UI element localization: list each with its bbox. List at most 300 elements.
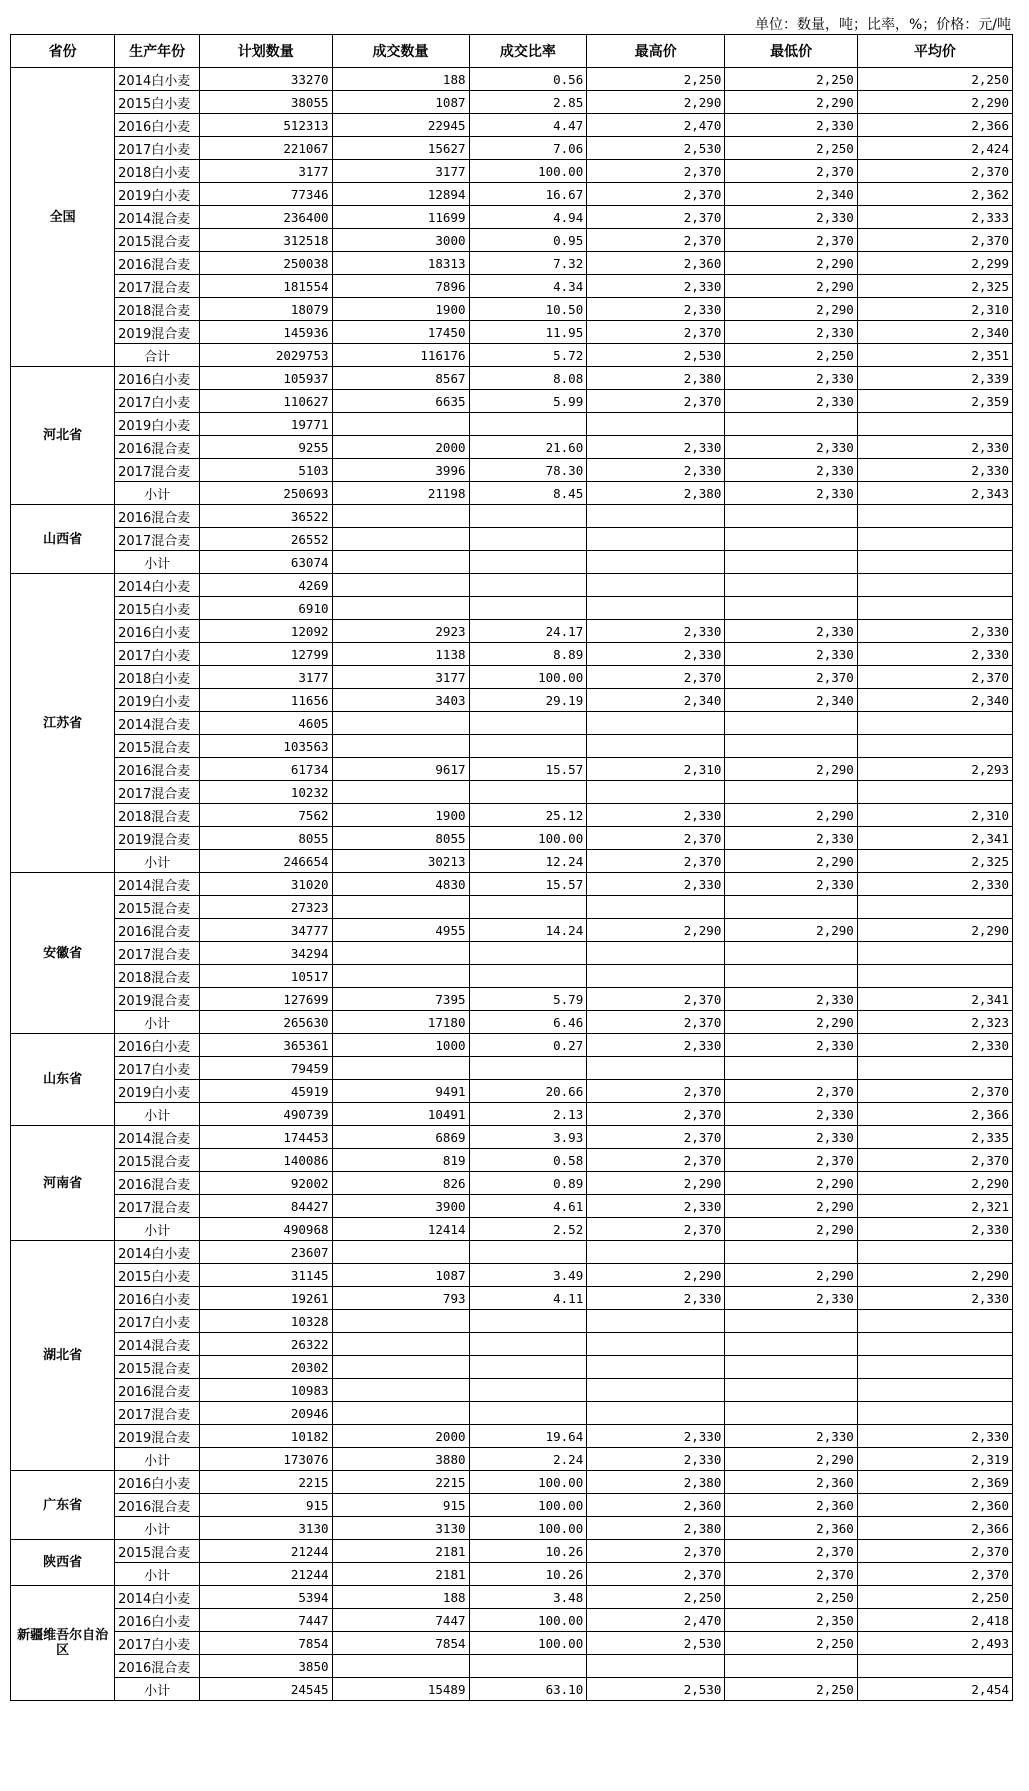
planned-qty-cell: 9255: [200, 436, 332, 459]
year-cell: 2016白小麦: [115, 1471, 200, 1494]
year-cell: 2014混合麦: [115, 1333, 200, 1356]
planned-qty-cell: 3130: [200, 1517, 332, 1540]
table-row: [11, 137, 1013, 160]
traded-qty-cell: 10491: [332, 1103, 469, 1126]
planned-qty-cell: 10232: [200, 781, 332, 804]
trade-ratio-cell: 0.89: [469, 1172, 587, 1195]
planned-qty-cell: 63074: [200, 551, 332, 574]
year-cell: 2017混合麦: [115, 275, 200, 298]
min-price-cell: 2,290: [725, 1172, 857, 1195]
avg-price-cell: 2,330: [857, 459, 1012, 482]
trade-ratio-cell: [469, 965, 587, 988]
min-price-cell: [725, 896, 857, 919]
traded-qty-cell: [332, 965, 469, 988]
planned-qty-cell: 490739: [200, 1103, 332, 1126]
planned-qty-cell: 36522: [200, 505, 332, 528]
trade-ratio-cell: 10.26: [469, 1540, 587, 1563]
table-row: [11, 1494, 1013, 1517]
min-price-cell: 2,350: [725, 1609, 857, 1632]
year-cell: 2014混合麦: [115, 1126, 200, 1149]
table-row: [11, 1563, 1013, 1586]
min-price-cell: 2,290: [725, 758, 857, 781]
traded-qty-cell: 188: [332, 1586, 469, 1609]
year-cell: 2016混合麦: [115, 1172, 200, 1195]
trade-ratio-cell: 0.27: [469, 1034, 587, 1057]
avg-price-cell: 2,341: [857, 827, 1012, 850]
max-price-cell: 2,290: [587, 1264, 725, 1287]
table-row: [11, 1678, 1013, 1701]
avg-price-cell: 2,370: [857, 229, 1012, 252]
planned-qty-cell: 7854: [200, 1632, 332, 1655]
table-row: [11, 252, 1013, 275]
traded-qty-cell: 1087: [332, 91, 469, 114]
max-price-cell: [587, 781, 725, 804]
max-price-cell: 2,370: [587, 1218, 725, 1241]
trade-ratio-cell: [469, 1356, 587, 1379]
planned-qty-cell: 110627: [200, 390, 332, 413]
traded-qty-cell: 793: [332, 1287, 469, 1310]
trade-ratio-cell: 4.61: [469, 1195, 587, 1218]
table-row: [11, 896, 1013, 919]
avg-price-cell: 2,330: [857, 1034, 1012, 1057]
trade-ratio-cell: 10.26: [469, 1563, 587, 1586]
planned-qty-cell: 27323: [200, 896, 332, 919]
traded-qty-cell: 826: [332, 1172, 469, 1195]
min-price-cell: 2,290: [725, 1218, 857, 1241]
max-price-cell: 2,380: [587, 367, 725, 390]
max-price-cell: 2,370: [587, 390, 725, 413]
header-province: 省份: [11, 35, 115, 68]
year-cell: 2016白小麦: [115, 1609, 200, 1632]
trade-ratio-cell: 29.19: [469, 689, 587, 712]
year-cell: 2014白小麦: [115, 68, 200, 91]
avg-price-cell: 2,299: [857, 252, 1012, 275]
min-price-cell: [725, 413, 857, 436]
min-price-cell: [725, 781, 857, 804]
max-price-cell: [587, 1379, 725, 1402]
planned-qty-cell: 26552: [200, 528, 332, 551]
avg-price-cell: [857, 1241, 1012, 1264]
table-row: [11, 1425, 1013, 1448]
min-price-cell: 2,330: [725, 367, 857, 390]
year-cell: 2016混合麦: [115, 919, 200, 942]
table-row: [11, 229, 1013, 252]
avg-price-cell: [857, 551, 1012, 574]
planned-qty-cell: 19261: [200, 1287, 332, 1310]
traded-qty-cell: [332, 942, 469, 965]
avg-price-cell: 2,330: [857, 643, 1012, 666]
planned-qty-cell: 10328: [200, 1310, 332, 1333]
avg-price-cell: [857, 528, 1012, 551]
province-cell: 山东省: [11, 1034, 115, 1126]
trade-ratio-cell: 100.00: [469, 160, 587, 183]
trade-ratio-cell: 19.64: [469, 1425, 587, 1448]
planned-qty-cell: 4605: [200, 712, 332, 735]
table-row: [11, 965, 1013, 988]
min-price-cell: 2,360: [725, 1471, 857, 1494]
avg-price-cell: 2,250: [857, 1586, 1012, 1609]
traded-qty-cell: 116176: [332, 344, 469, 367]
traded-qty-cell: 915: [332, 1494, 469, 1517]
avg-price-cell: 2,424: [857, 137, 1012, 160]
table-row: [11, 1540, 1013, 1563]
max-price-cell: [587, 942, 725, 965]
avg-price-cell: [857, 574, 1012, 597]
table-row: [11, 712, 1013, 735]
planned-qty-cell: 61734: [200, 758, 332, 781]
min-price-cell: 2,340: [725, 183, 857, 206]
year-cell: 2014混合麦: [115, 873, 200, 896]
max-price-cell: 2,330: [587, 1287, 725, 1310]
table-row: [11, 1379, 1013, 1402]
avg-price-cell: [857, 942, 1012, 965]
avg-price-cell: [857, 1402, 1012, 1425]
planned-qty-cell: 7447: [200, 1609, 332, 1632]
table-row: [11, 390, 1013, 413]
trade-ratio-cell: 2.24: [469, 1448, 587, 1471]
trade-ratio-cell: [469, 1402, 587, 1425]
avg-price-cell: 2,340: [857, 689, 1012, 712]
table-row: [11, 68, 1013, 91]
table-row: [11, 91, 1013, 114]
min-price-cell: 2,370: [725, 229, 857, 252]
year-cell: 2017白小麦: [115, 390, 200, 413]
max-price-cell: 2,380: [587, 1471, 725, 1494]
traded-qty-cell: [332, 574, 469, 597]
province-cell: 新疆维吾尔自治区: [11, 1586, 115, 1701]
header-traded-qty: 成交数量: [332, 35, 469, 68]
planned-qty-cell: 246654: [200, 850, 332, 873]
max-price-cell: [587, 1241, 725, 1264]
max-price-cell: 2,370: [587, 1563, 725, 1586]
max-price-cell: 2,290: [587, 91, 725, 114]
traded-qty-cell: 1900: [332, 298, 469, 321]
planned-qty-cell: 8055: [200, 827, 332, 850]
table-row: [11, 551, 1013, 574]
trade-ratio-cell: 15.57: [469, 873, 587, 896]
traded-qty-cell: 7395: [332, 988, 469, 1011]
table-row: [11, 1287, 1013, 1310]
trade-ratio-cell: 2.52: [469, 1218, 587, 1241]
table-row: [11, 1655, 1013, 1678]
traded-qty-cell: 17450: [332, 321, 469, 344]
traded-qty-cell: 17180: [332, 1011, 469, 1034]
avg-price-cell: 2,370: [857, 1080, 1012, 1103]
year-cell: 2016白小麦: [115, 114, 200, 137]
min-price-cell: [725, 735, 857, 758]
avg-price-cell: 2,325: [857, 275, 1012, 298]
planned-qty-cell: 24545: [200, 1678, 332, 1701]
planned-qty-cell: 265630: [200, 1011, 332, 1034]
subtotal-label: 小计: [115, 1218, 200, 1241]
planned-qty-cell: 12799: [200, 643, 332, 666]
max-price-cell: 2,330: [587, 804, 725, 827]
traded-qty-cell: 3177: [332, 160, 469, 183]
trade-ratio-cell: [469, 597, 587, 620]
planned-qty-cell: 103563: [200, 735, 332, 758]
year-cell: 2019白小麦: [115, 183, 200, 206]
max-price-cell: 2,250: [587, 1586, 725, 1609]
table-row: [11, 758, 1013, 781]
table-row: [11, 919, 1013, 942]
year-cell: 2014白小麦: [115, 1586, 200, 1609]
trade-ratio-cell: 5.99: [469, 390, 587, 413]
table-row: [11, 827, 1013, 850]
province-cell: 陕西省: [11, 1540, 115, 1586]
trade-ratio-cell: 63.10: [469, 1678, 587, 1701]
max-price-cell: 2,370: [587, 229, 725, 252]
year-cell: 2014白小麦: [115, 1241, 200, 1264]
min-price-cell: 2,290: [725, 252, 857, 275]
min-price-cell: 2,250: [725, 68, 857, 91]
avg-price-cell: 2,330: [857, 1287, 1012, 1310]
table-row: [11, 206, 1013, 229]
min-price-cell: 2,290: [725, 298, 857, 321]
header-row: [11, 35, 1013, 68]
table-row: [11, 1057, 1013, 1080]
planned-qty-cell: 6910: [200, 597, 332, 620]
traded-qty-cell: 3000: [332, 229, 469, 252]
year-cell: 2014混合麦: [115, 712, 200, 735]
avg-price-cell: [857, 1379, 1012, 1402]
avg-price-cell: 2,454: [857, 1678, 1012, 1701]
avg-price-cell: 2,323: [857, 1011, 1012, 1034]
planned-qty-cell: 5394: [200, 1586, 332, 1609]
year-cell: 2019混合麦: [115, 1425, 200, 1448]
year-cell: 2017白小麦: [115, 643, 200, 666]
max-price-cell: 2,370: [587, 1126, 725, 1149]
table-row: [11, 850, 1013, 873]
planned-qty-cell: 11656: [200, 689, 332, 712]
avg-price-cell: 2,330: [857, 620, 1012, 643]
min-price-cell: 2,250: [725, 137, 857, 160]
trade-ratio-cell: [469, 1310, 587, 1333]
min-price-cell: 2,330: [725, 206, 857, 229]
traded-qty-cell: 2923: [332, 620, 469, 643]
avg-price-cell: [857, 896, 1012, 919]
min-price-cell: [725, 1402, 857, 1425]
table-row: [11, 1333, 1013, 1356]
min-price-cell: [725, 1333, 857, 1356]
max-price-cell: 2,530: [587, 1678, 725, 1701]
planned-qty-cell: 34777: [200, 919, 332, 942]
planned-qty-cell: 20946: [200, 1402, 332, 1425]
subtotal-label: 小计: [115, 482, 200, 505]
table-row: [11, 114, 1013, 137]
planned-qty-cell: 23607: [200, 1241, 332, 1264]
province-cell: 安徽省: [11, 873, 115, 1034]
min-price-cell: 2,330: [725, 436, 857, 459]
avg-price-cell: 2,290: [857, 91, 1012, 114]
traded-qty-cell: 188: [332, 68, 469, 91]
planned-qty-cell: 174453: [200, 1126, 332, 1149]
min-price-cell: 2,330: [725, 643, 857, 666]
year-cell: 2018混合麦: [115, 298, 200, 321]
planned-qty-cell: 5103: [200, 459, 332, 482]
trade-ratio-cell: 4.11: [469, 1287, 587, 1310]
planned-qty-cell: 79459: [200, 1057, 332, 1080]
traded-qty-cell: [332, 413, 469, 436]
traded-qty-cell: [332, 1057, 469, 1080]
table-row: [11, 1172, 1013, 1195]
year-cell: 2016白小麦: [115, 620, 200, 643]
year-cell: 2019白小麦: [115, 413, 200, 436]
min-price-cell: [725, 965, 857, 988]
max-price-cell: [587, 896, 725, 919]
min-price-cell: [725, 505, 857, 528]
table-row: [11, 1103, 1013, 1126]
max-price-cell: 2,370: [587, 850, 725, 873]
table-row: [11, 1034, 1013, 1057]
max-price-cell: 2,330: [587, 873, 725, 896]
trade-ratio-cell: 100.00: [469, 827, 587, 850]
min-price-cell: 2,290: [725, 91, 857, 114]
planned-qty-cell: 140086: [200, 1149, 332, 1172]
trade-ratio-cell: [469, 712, 587, 735]
planned-qty-cell: 145936: [200, 321, 332, 344]
year-cell: 2019混合麦: [115, 827, 200, 850]
traded-qty-cell: 1087: [332, 1264, 469, 1287]
traded-qty-cell: [332, 505, 469, 528]
subtotal-label: 小计: [115, 1563, 200, 1586]
planned-qty-cell: 10517: [200, 965, 332, 988]
min-price-cell: 2,330: [725, 482, 857, 505]
traded-qty-cell: 8567: [332, 367, 469, 390]
trade-ratio-cell: 21.60: [469, 436, 587, 459]
planned-qty-cell: 3177: [200, 666, 332, 689]
traded-qty-cell: 2000: [332, 1425, 469, 1448]
max-price-cell: [587, 735, 725, 758]
table-row: [11, 298, 1013, 321]
traded-qty-cell: 8055: [332, 827, 469, 850]
planned-qty-cell: 34294: [200, 942, 332, 965]
min-price-cell: 2,330: [725, 1103, 857, 1126]
planned-qty-cell: 312518: [200, 229, 332, 252]
table-row: [11, 160, 1013, 183]
traded-qty-cell: 7896: [332, 275, 469, 298]
traded-qty-cell: 3403: [332, 689, 469, 712]
traded-qty-cell: 9491: [332, 1080, 469, 1103]
traded-qty-cell: [332, 597, 469, 620]
traded-qty-cell: 2215: [332, 1471, 469, 1494]
trade-ratio-cell: [469, 1333, 587, 1356]
max-price-cell: 2,380: [587, 482, 725, 505]
year-cell: 2014白小麦: [115, 574, 200, 597]
planned-qty-cell: 173076: [200, 1448, 332, 1471]
year-cell: 2016混合麦: [115, 1379, 200, 1402]
trade-ratio-cell: [469, 413, 587, 436]
min-price-cell: 2,370: [725, 666, 857, 689]
max-price-cell: [587, 1356, 725, 1379]
max-price-cell: 2,530: [587, 137, 725, 160]
min-price-cell: [725, 574, 857, 597]
year-cell: 2017混合麦: [115, 1402, 200, 1425]
planned-qty-cell: 31145: [200, 1264, 332, 1287]
planned-qty-cell: 19771: [200, 413, 332, 436]
year-cell: 2016白小麦: [115, 1287, 200, 1310]
min-price-cell: 2,250: [725, 344, 857, 367]
trade-ratio-cell: [469, 1241, 587, 1264]
avg-price-cell: [857, 1310, 1012, 1333]
min-price-cell: 2,250: [725, 1678, 857, 1701]
trade-ratio-cell: 7.32: [469, 252, 587, 275]
planned-qty-cell: 38055: [200, 91, 332, 114]
max-price-cell: [587, 1057, 725, 1080]
avg-price-cell: 2,370: [857, 1540, 1012, 1563]
planned-qty-cell: 77346: [200, 183, 332, 206]
traded-qty-cell: [332, 551, 469, 574]
traded-qty-cell: 1000: [332, 1034, 469, 1057]
table-row: [11, 528, 1013, 551]
avg-price-cell: [857, 1356, 1012, 1379]
min-price-cell: 2,290: [725, 1195, 857, 1218]
trade-ratio-cell: 5.72: [469, 344, 587, 367]
year-cell: 2018白小麦: [115, 160, 200, 183]
max-price-cell: 2,330: [587, 1195, 725, 1218]
trade-ratio-cell: 0.58: [469, 1149, 587, 1172]
planned-qty-cell: 512313: [200, 114, 332, 137]
min-price-cell: 2,330: [725, 827, 857, 850]
min-price-cell: 2,290: [725, 275, 857, 298]
table-row: [11, 1264, 1013, 1287]
trade-ratio-cell: 4.47: [469, 114, 587, 137]
min-price-cell: 2,370: [725, 1563, 857, 1586]
planned-qty-cell: 18079: [200, 298, 332, 321]
table-row: [11, 1402, 1013, 1425]
planned-qty-cell: 105937: [200, 367, 332, 390]
trade-ratio-cell: 3.48: [469, 1586, 587, 1609]
planned-qty-cell: 10182: [200, 1425, 332, 1448]
trade-ratio-cell: 3.93: [469, 1126, 587, 1149]
header-planned-qty: 计划数量: [200, 35, 332, 68]
avg-price-cell: 2,330: [857, 873, 1012, 896]
traded-qty-cell: 3880: [332, 1448, 469, 1471]
avg-price-cell: [857, 1333, 1012, 1356]
table-row: [11, 505, 1013, 528]
header-min-price: 最低价: [725, 35, 857, 68]
trade-ratio-cell: 7.06: [469, 137, 587, 160]
max-price-cell: 2,370: [587, 1149, 725, 1172]
min-price-cell: 2,370: [725, 1149, 857, 1172]
avg-price-cell: 2,359: [857, 390, 1012, 413]
avg-price-cell: [857, 505, 1012, 528]
province-cell: 山西省: [11, 505, 115, 574]
traded-qty-cell: [332, 1655, 469, 1678]
max-price-cell: 2,330: [587, 298, 725, 321]
max-price-cell: [587, 528, 725, 551]
year-cell: 2017白小麦: [115, 1057, 200, 1080]
max-price-cell: 2,370: [587, 1011, 725, 1034]
province-cell: 江苏省: [11, 574, 115, 873]
avg-price-cell: 2,370: [857, 1563, 1012, 1586]
max-price-cell: [587, 1333, 725, 1356]
table-row: [11, 275, 1013, 298]
avg-price-cell: 2,293: [857, 758, 1012, 781]
traded-qty-cell: [332, 896, 469, 919]
year-cell: 2016白小麦: [115, 1034, 200, 1057]
max-price-cell: 2,370: [587, 1540, 725, 1563]
avg-price-cell: 2,351: [857, 344, 1012, 367]
planned-qty-cell: 2215: [200, 1471, 332, 1494]
traded-qty-cell: 7854: [332, 1632, 469, 1655]
planned-qty-cell: 21244: [200, 1563, 332, 1586]
year-cell: 2019白小麦: [115, 689, 200, 712]
table-row: [11, 1218, 1013, 1241]
trade-ratio-cell: 24.17: [469, 620, 587, 643]
avg-price-cell: 2,321: [857, 1195, 1012, 1218]
min-price-cell: 2,330: [725, 988, 857, 1011]
trade-ratio-cell: 78.30: [469, 459, 587, 482]
